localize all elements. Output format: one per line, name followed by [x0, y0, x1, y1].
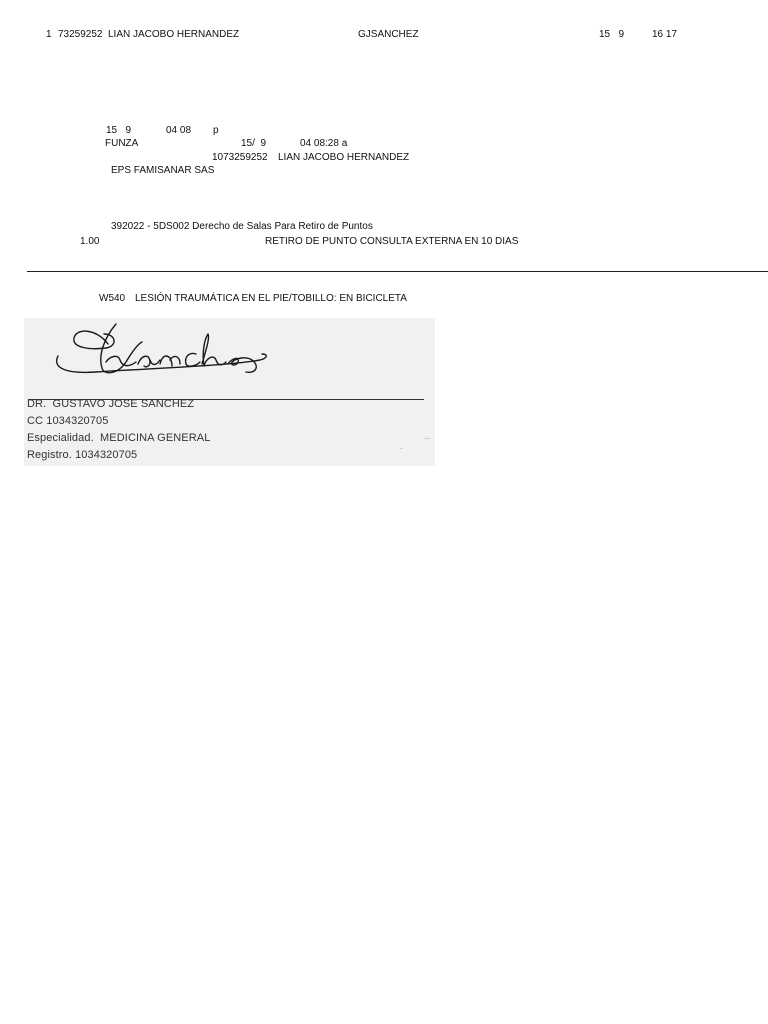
procedure-quantity: 1.00: [80, 236, 100, 247]
doctor-name: DR. GUSTAVO JOSE SANCHEZ: [27, 398, 195, 410]
procedure-line: 392022 - 5DS002 Derecho de Salas Para Retiro de Puntos: [111, 221, 373, 232]
signature-block: [24, 318, 435, 466]
header-patient-name: LIAN JACOBO HERNANDEZ: [108, 29, 240, 40]
header-seq: 1: [46, 29, 52, 40]
doctor-registry: Registro. 1034320705: [27, 449, 138, 461]
header-date: 15 9: [599, 29, 625, 40]
admission-date: 15/ 9: [241, 138, 267, 149]
header-user: GJSANCHEZ: [358, 29, 419, 40]
header-time: 16 17: [652, 29, 678, 40]
doctor-specialty: Especialidad. MEDICINA GENERAL: [27, 432, 211, 444]
section-divider: [27, 271, 768, 272]
diagnosis-description: LESIÓN TRAUMÁTICA EN EL PIE/TOBILLO: EN BICICLETA: [135, 293, 407, 304]
visit-city: FUNZA: [105, 138, 139, 149]
diagnosis-code: W540: [99, 293, 126, 304]
visit-patient-id: 1073259252: [212, 152, 268, 163]
handwritten-signature: [46, 320, 286, 402]
scan-speck: [424, 438, 430, 439]
visit-ampm: p: [213, 125, 219, 136]
visit-time: 04 08: [166, 125, 192, 136]
visit-patient-name: LIAN JACOBO HERNANDEZ: [278, 152, 410, 163]
visit-date: 15 9: [106, 125, 132, 136]
admission-time: 04 08:28 a: [300, 138, 348, 149]
doctor-cc: CC 1034320705: [27, 415, 109, 427]
header-patient-id: 73259252: [58, 29, 103, 40]
scan-speck: [400, 448, 403, 449]
procedure-description: RETIRO DE PUNTO CONSULTA EXTERNA EN 10 DIAS: [265, 236, 519, 247]
insurer-name: EPS FAMISANAR SAS: [111, 165, 215, 176]
